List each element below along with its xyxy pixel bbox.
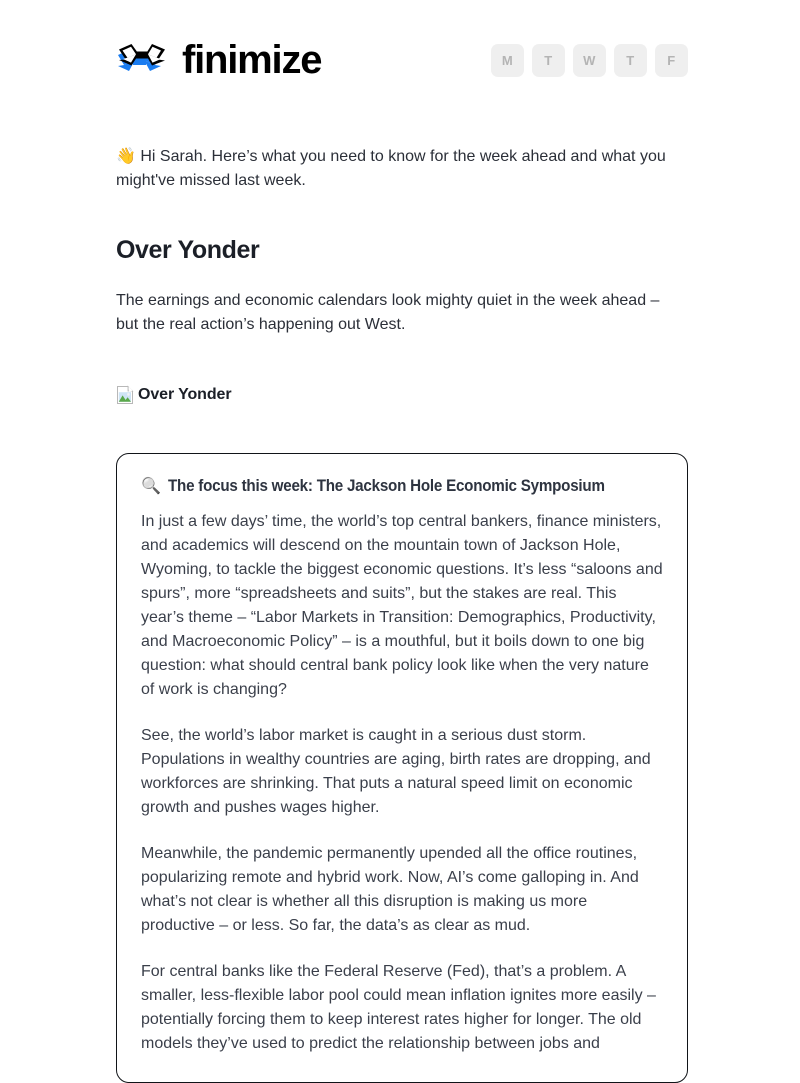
day-chip-tuesday[interactable]: T <box>532 44 565 77</box>
focus-card-paragraph-1: In just a few days’ time, the world’s top central bankers, finance ministers, and academics will descend on the mountain town of Jackson Hole, Wyoming, to tackle the biggest economic questions. It’s less “saloons and spurs”, more “spreadsheets and suits”, but the stakes are real. This year’s theme – “Labor Markets in Transition: Demographics, Productivity, and Macroeconomic Policy” – is a mouthful, but it boils down to one big question: what should central bank policy look like when the very nature of work is changing? <box>141 513 663 698</box>
day-chip-friday[interactable]: F <box>655 44 688 77</box>
section-heading: Over Yonder <box>116 236 260 264</box>
greeting-text: Hi Sarah. Here’s what you need to know for the week ahead and what you might've missed last week. <box>116 148 666 189</box>
brand-wordmark: finimize <box>182 38 322 82</box>
header <box>116 0 688 112</box>
section-paragraph: The earnings and economic calendars look mighty quiet in the week ahead – but the real action’s happening out West. <box>116 292 660 333</box>
focus-card-header <box>141 476 663 496</box>
brand-logo[interactable] <box>116 40 321 80</box>
waving-hand-icon: 👋 <box>116 146 136 165</box>
greeting-paragraph <box>116 144 676 193</box>
magnifying-glass-icon: 🔍 <box>141 476 161 495</box>
focus-card-paragraph-4: For central banks like the Federal Reserve (Fed), that’s a problem. A smaller, less-flexible labor pool could mean inflation ignites more easily – potentially forcing them to keep interest rates higher for longer. The old models they’ve used to predict the relationship between jobs and <box>141 963 656 1052</box>
content-column <box>116 0 688 1083</box>
day-chip-wednesday[interactable]: W <box>573 44 606 77</box>
finimize-butterfly-logo-icon <box>116 40 172 80</box>
broken-image-icon <box>116 385 136 405</box>
section-image-placeholder <box>116 383 688 407</box>
section-image-alt-text: Over Yonder <box>138 386 232 403</box>
day-chip-monday[interactable]: M <box>491 44 524 77</box>
focus-card <box>116 453 688 1083</box>
focus-card-paragraph-3: Meanwhile, the pandemic permanently upended all the office routines, popularizing remote and hybrid work. Now, AI’s come galloping in. And what’s not clear is whether all this disruption is making us more productive – or less. So far, the data’s as clear as mud. <box>141 845 639 934</box>
focus-card-title: The focus this week: The Jackson Hole Economic Symposium <box>167 477 605 495</box>
focus-card-paragraph-2: See, the world’s labor market is caught in a serious dust storm. Populations in wealthy countries are aging, birth rates are dropping, and workforces are shrinking. That puts a natural speed limit on economic growth and pushes wages higher. <box>141 727 651 816</box>
day-selector <box>491 44 688 77</box>
day-chip-thursday[interactable]: T <box>614 44 647 77</box>
